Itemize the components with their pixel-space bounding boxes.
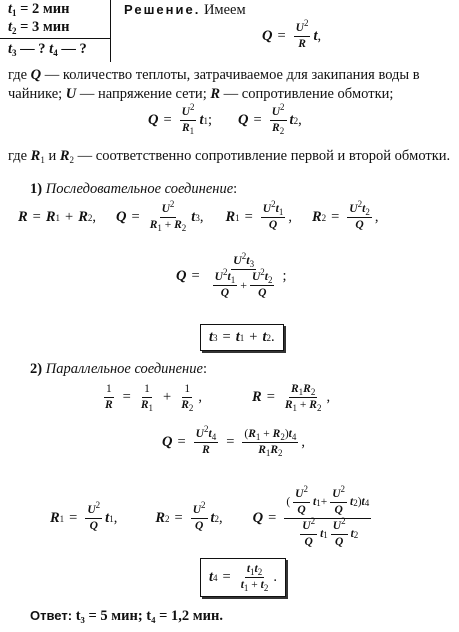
answer-text: t₃ = 5 мин; t₄ = 1,2 мин.	[75, 608, 223, 624]
given-divider	[0, 38, 110, 39]
given-t1: $t_1 = 2$ мин	[8, 1, 70, 18]
formula-parallel-r: $\frac{1}{R}$ = $\frac{1}{R_1}$ + $\frac{1}{R_2}$ , R = $\frac{R_1R_2}{R_1 + R_2}$ ,	[105, 383, 331, 413]
formula-series-row: R = R 1 + R 2 , Q = $\frac{U^2}{R_1 + R_2}$ t 3 , R 1 = $\frac{U^2t_1}{Q}$ , R 2 = $\frac{U^2t_2}{Q}$ ,	[18, 199, 379, 233]
where-text-2: где $R_1$ и $R_2$ — соответственно сопротивление первой и второй обмотки.	[8, 148, 451, 165]
formula-parallel-q: Q = $\frac{U^2t_4}{R}$ = $\frac{(R_1 + R_2)t_4}{R_1R_2}$ ,	[162, 424, 305, 458]
formula-parallel-r1-r2-q: R 1 = $\frac{U^2}{Q}$ t 1 , R 2 = $\frac{U^2}{Q}$ t 2 , Q = ( $\frac{U^2}{Q}$ t 1 + $\frac{U^2}{Q}$ t 2 ) t 4 $\frac{U^2}{Q}$ t 1 $\frac{U^2}{Q}$ t 2	[50, 484, 370, 548]
formula-q-main: Q = $\frac{U^2}{R}$ t ,	[262, 18, 322, 50]
result-t3-box: t 3 = t 1 + t 2 .	[200, 324, 284, 351]
parallel-label: 2) Параллельное соединение:	[30, 361, 207, 377]
answer-line	[30, 606, 223, 626]
formula-q-r1-r2: Q = $\frac{U^2}{R_1}$ t 1 ; Q = $\frac{U^2}{R_2}$ t 2 ,	[148, 102, 302, 136]
where-text-1: где Q — количество теплоты, затрачиваемое для закипания воды в чайнике; U — напряжение сети; R — сопротивление обмотки;	[8, 67, 420, 102]
given-t2: $t_2 = 3$ мин	[8, 19, 70, 36]
solution-heading	[124, 0, 246, 20]
formula-series-q: Q = $U^2t_3$ $\frac{U^2t_1}{Q}$ + $\frac{U^2t_2}{Q}$ ;	[176, 251, 287, 299]
answer-label: Ответ:	[30, 608, 73, 623]
result-t4-box: t 4 = $\frac{t_1t_2}{t_1 + t_2}$ .	[200, 558, 286, 597]
series-label: 1) Последовательное соединение:	[30, 181, 238, 197]
solution-intro: Имеем	[203, 2, 246, 18]
given-vertical-line	[110, 0, 111, 62]
given-find: $t_3$ — ? $t_4$ — ?	[8, 41, 87, 58]
solution-heading-word: Решение.	[124, 2, 201, 17]
given-block	[0, 0, 112, 62]
